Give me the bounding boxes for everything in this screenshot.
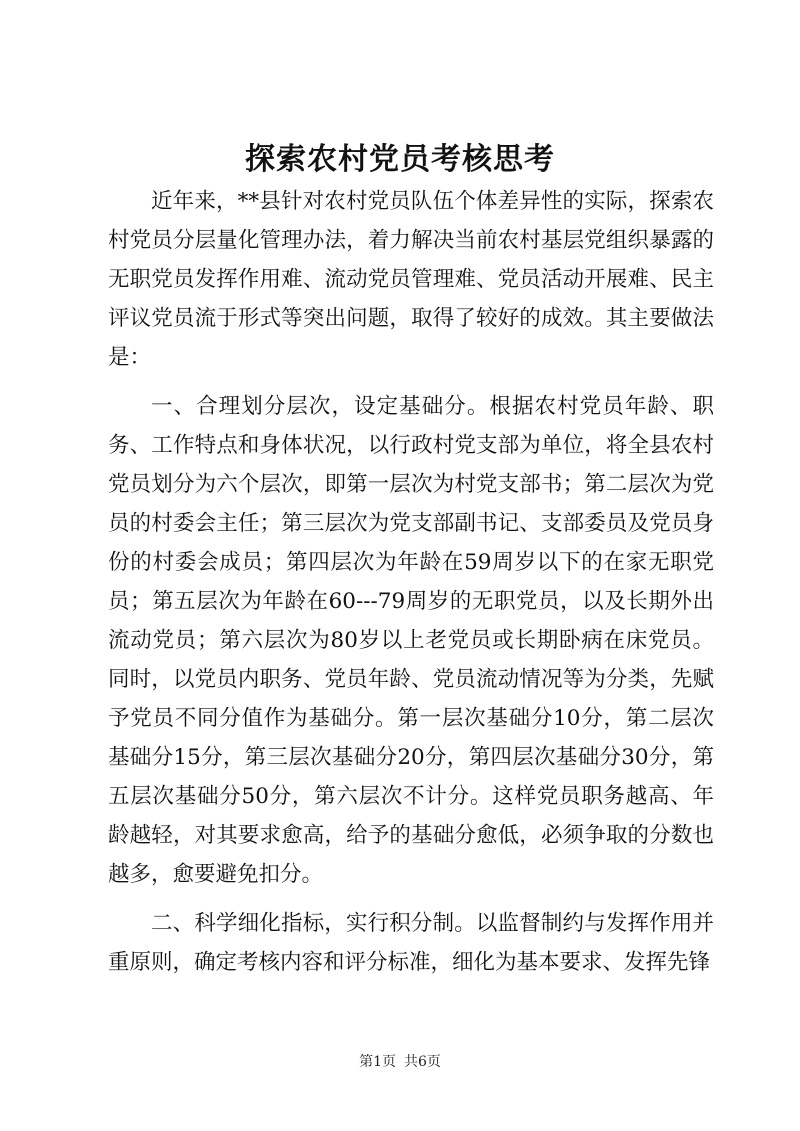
page-total: 共6页 [404, 1054, 441, 1070]
page-number: 第1页 [359, 1054, 396, 1070]
paragraph-intro: 近年来，**县针对农村党员队伍个体差异性的实际，探索农村党员分层量化管理办法，着力解决当前农村基层党组织暴露的无职党员发挥作用难、流动党员管理难、党员活动开展难、民主评议党员流于形式等突出问题，取得了较好的成效。其主要做法是： [108, 189, 714, 370]
page-footer [0, 1052, 800, 1072]
document-title: 探索农村党员考核思考 [245, 142, 555, 177]
paragraph-section-2: 二、科学细化指标，实行积分制。以监督制约与发挥作用并重原则，确定考核内容和评分标准，细化为基本要求、发挥先锋 [108, 911, 714, 975]
document-body [108, 182, 714, 982]
paragraph-section-1: 一、合理划分层次，设定基础分。根据农村党员年龄、职务、工作特点和身体状况，以行政村党支部为单位，将全县农村党员划分为六个层次，即第一层次为村党支部书；第二层次为党员的村委会主任；第三层次为党支部副书记、支部委员及党员身份的村委会成员；第四层次为年龄在59周岁以下的在家无职党员；第五层次为年龄在60---79周岁的无职党员，以及长期外出流动党员；第六层次为80岁以上老党员或长期卧病在床党员。同时，以党员内职务、党员年龄、党员流动情况等为分类，先赋予党员不同分值作为基础分。第一层次基础分10分，第二层次基础分15分，第三层次基础分20分，第四层次基础分30分，第五层次基础分50分，第六层次不计分。这样党员职务越高、年龄越轻，对其要求愈高，给予的基础分愈低，必须争取的分数也越多，愈要避免扣分。 [108, 394, 714, 887]
